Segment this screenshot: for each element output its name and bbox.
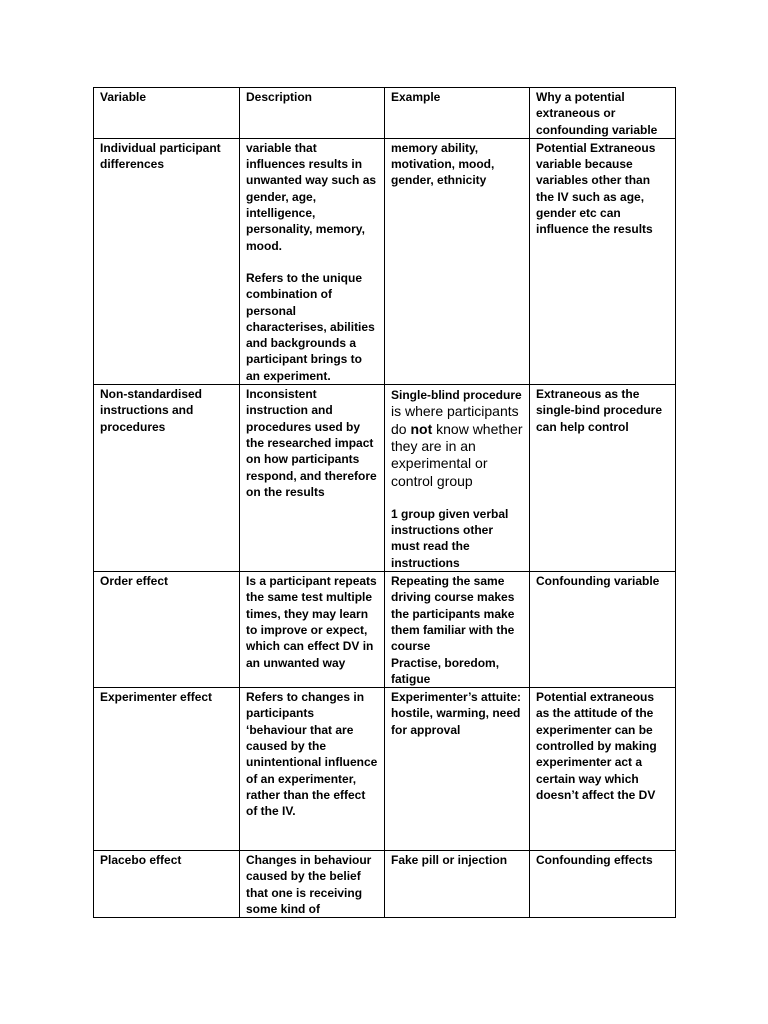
cell-description xyxy=(240,138,385,384)
example-paragraph: 1 group given verbal instructions other must read the instructions xyxy=(391,506,509,570)
example-lead: Single-blind procedure xyxy=(391,388,522,403)
example-paragraph: Repeating the same driving course makes the participants make them familiar with the course xyxy=(391,574,515,654)
cell-variable: Individual participant differences xyxy=(94,138,240,384)
example-text: is where participants do xyxy=(391,403,519,437)
example-emphasis: not xyxy=(410,420,433,437)
cell-example xyxy=(385,385,530,572)
cell-example xyxy=(385,572,530,688)
cell-variable: Non-standardised instructions and procedures xyxy=(94,385,240,572)
header-row xyxy=(94,88,676,139)
header-why: Why a potential extraneous or confounding variable xyxy=(530,88,676,139)
cell-description: Inconsistent instruction and procedures used by the researched impact on how participants respond, and therefore on the results xyxy=(240,385,385,572)
cell-variable: Order effect xyxy=(94,572,240,688)
example-paragraph: Practise, boredom, fatigue xyxy=(391,655,500,686)
table-row xyxy=(94,385,676,572)
cell-why: Confounding variable xyxy=(530,572,676,688)
table-row xyxy=(94,688,676,851)
cell-variable: Experimenter effect xyxy=(94,688,240,851)
cell-example: memory ability, motivation, mood, gender, ethnicity xyxy=(385,138,530,384)
cell-example: Experimenter’s attuite: hostile, warming, need for approval xyxy=(385,688,530,851)
description-paragraph: Refers to the unique combination of personal characterises, abilities and backgrounds a participant brings to an experiment. xyxy=(246,270,375,383)
table-row xyxy=(94,572,676,688)
cell-variable: Placebo effect xyxy=(94,851,240,918)
cell-why: Potential extraneous as the attitude of the experimenter can be controlled by making experimenter act a certain way which doesn’t affect the DV xyxy=(530,688,676,851)
variables-table xyxy=(93,87,676,918)
table-row xyxy=(94,851,676,918)
table-row xyxy=(94,138,676,384)
cell-description: Changes in behaviour caused by the belief that one is receiving some kind of xyxy=(240,851,385,918)
cell-why: Confounding effects xyxy=(530,851,676,918)
example-text: know whether they are in an experimental or control group xyxy=(391,420,523,489)
cell-why: Extraneous as the single-bind procedure can help control xyxy=(530,385,676,572)
header-example: Example xyxy=(385,88,530,139)
cell-description: Refers to changes in participants ‘behaviour that are caused by the unintentional influence of an experimenter, rather than the effect of the IV. xyxy=(240,688,385,851)
header-description: Description xyxy=(240,88,385,139)
example-paragraph xyxy=(391,386,523,490)
cell-description: Is a participant repeats the same test multiple times, they may learn to improve or expect, which can effect DV in an unwanted way xyxy=(240,572,385,688)
description-paragraph: variable that influences results in unwanted way such as gender, age, intelligence, personality, memory, mood. xyxy=(246,140,377,253)
cell-why: Potential Extraneous variable because variables other than the IV such as age, gender etc can influence the results xyxy=(530,138,676,384)
cell-example: Fake pill or injection xyxy=(385,851,530,918)
header-variable: Variable xyxy=(94,88,240,139)
